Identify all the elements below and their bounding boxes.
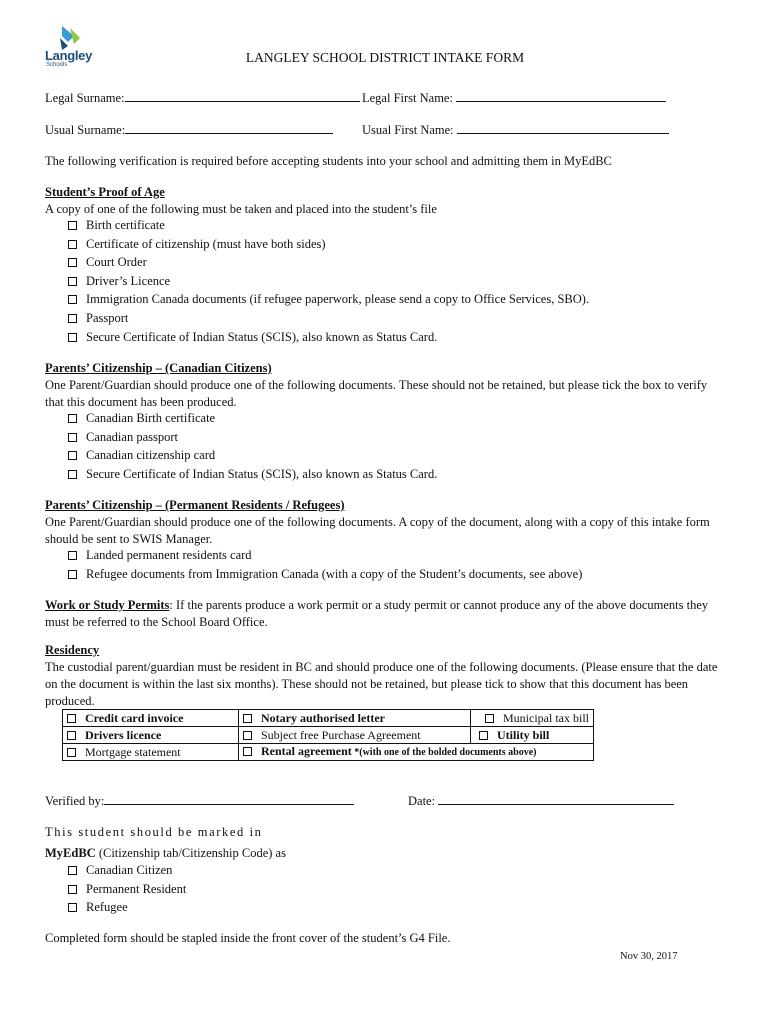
date-line[interactable] (438, 792, 674, 805)
date-label: Date: (408, 794, 436, 808)
table-cell[interactable]: Mortgage statement (63, 744, 239, 761)
legal-surname-line[interactable] (125, 89, 360, 102)
list-item[interactable]: Refugee documents from Immigration Canada (with a copy of the Student’s documents, see above) (68, 565, 582, 584)
checkbox[interactable] (68, 433, 77, 442)
list-item[interactable]: Landed permanent residents card (68, 546, 582, 565)
permanent-residents-section (45, 497, 715, 548)
checkbox[interactable] (68, 240, 77, 249)
checkbox[interactable] (243, 731, 252, 740)
table-cell[interactable]: Municipal tax bill (471, 710, 594, 727)
footer-note: Completed form should be stapled inside the front cover of the student’s G4 File. (45, 931, 451, 945)
usual-first-name-label: Usual First Name: (362, 123, 454, 137)
legal-first-name-label: Legal First Name: (362, 91, 453, 105)
list-item[interactable]: Canadian Birth certificate (68, 409, 437, 428)
canadian-citizens-list (68, 409, 437, 483)
list-item[interactable]: Court Order (68, 253, 589, 272)
verified-by-field[interactable] (45, 792, 354, 809)
checkbox[interactable] (68, 551, 77, 560)
list-item[interactable]: Passport (68, 309, 589, 328)
checkbox[interactable] (68, 885, 77, 894)
form-title: LANGLEY SCHOOL DISTRICT INTAKE FORM (245, 50, 525, 65)
permanent-residents-heading: Parents’ Citizenship – (Permanent Residents / Refugees) (45, 498, 345, 512)
table-cell[interactable]: Drivers licence (63, 727, 239, 744)
proof-of-age-list (68, 216, 589, 346)
legal-first-name-field[interactable] (362, 89, 666, 106)
intro-text: The following verification is required before accepting students into your school and admitting them in MyEdBC (45, 154, 612, 168)
list-item[interactable]: Driver’s Licence (68, 272, 589, 291)
checkbox[interactable] (479, 731, 488, 740)
marking-intro: This student should be marked in (45, 825, 263, 839)
checkbox[interactable] (243, 747, 252, 756)
canadian-citizens-section (45, 360, 715, 411)
list-item[interactable]: Certificate of citizenship (must have both sides) (68, 235, 589, 254)
permanent-residents-text: One Parent/Guardian should produce one of the following documents. A copy of the document, along with a copy of this intake form should be sent to SWIS Manager. (45, 515, 710, 546)
verified-by-label: Verified by: (45, 794, 105, 808)
table-cell[interactable]: Rental agreement *(with one of the bolded documents above) (239, 744, 594, 761)
permanent-residents-list (68, 546, 582, 583)
checkbox[interactable] (68, 866, 77, 875)
revision-date: Nov 30, 2017 (620, 951, 678, 962)
canadian-citizens-text: One Parent/Guardian should produce one of the following documents. These should not be retained, but please tick the box to verify that this document has been produced. (45, 378, 708, 409)
list-item[interactable]: Canadian citizenship card (68, 446, 437, 465)
usual-surname-field[interactable] (45, 121, 333, 138)
checkbox[interactable] (68, 277, 77, 286)
list-item[interactable]: Refugee (68, 898, 186, 917)
proof-of-age-heading: Student’s Proof of Age (45, 185, 165, 199)
checkbox[interactable] (68, 314, 77, 323)
logo-text: Langley (45, 48, 93, 63)
usual-surname-label: Usual Surname: (45, 123, 126, 137)
usual-first-name-field[interactable] (362, 121, 669, 138)
canadian-citizens-heading: Parents’ Citizenship – (Canadian Citizens) (45, 361, 272, 375)
checkbox[interactable] (485, 714, 494, 723)
list-item[interactable]: Birth certificate (68, 216, 589, 235)
residency-documents-table (62, 709, 594, 761)
work-permits-heading: Work or Study Permits (45, 598, 170, 612)
logo-subtext: Schools (46, 62, 68, 68)
residency-text: The custodial parent/guardian must be resident in BC and should produce one of the following documents. (Please ensure that the date on the document is within the last six months). These should not be retained, but please tick to show that this document has been produced. (45, 660, 718, 708)
checkbox[interactable] (68, 451, 77, 460)
checkbox[interactable] (67, 731, 76, 740)
table-cell[interactable]: Credit card invoice (63, 710, 239, 727)
checkbox[interactable] (68, 258, 77, 267)
checkbox[interactable] (243, 714, 252, 723)
checkbox[interactable] (68, 414, 77, 423)
proof-of-age-text: A copy of one of the following must be taken and placed into the student’s file (45, 202, 437, 216)
proof-of-age-section (45, 184, 715, 218)
list-item[interactable]: Canadian passport (68, 428, 437, 447)
work-permits-text: : If the parents produce a work permit or a study permit or cannot produce any of the above documents they must be referred to the School Board Office. (45, 598, 709, 629)
legal-first-name-line[interactable] (456, 89, 666, 102)
table-row (63, 744, 594, 761)
checkbox[interactable] (68, 470, 77, 479)
verified-by-line[interactable] (104, 792, 354, 805)
table-cell[interactable]: Utility bill (471, 727, 594, 744)
checkbox[interactable] (68, 333, 77, 342)
usual-surname-line[interactable] (125, 121, 333, 134)
list-item[interactable]: Immigration Canada documents (if refugee paperwork, please send a copy to Office Services, SBO). (68, 290, 589, 309)
checkbox[interactable] (68, 221, 77, 230)
marking-myedbc-line: MyEdBC (Citizenship tab/Citizenship Code) as (45, 846, 286, 860)
list-item[interactable]: Secure Certificate of Indian Status (SCIS), also known as Status Card. (68, 465, 437, 484)
table-row (63, 727, 594, 744)
legal-surname-label: Legal Surname: (45, 91, 125, 105)
list-item[interactable]: Secure Certificate of Indian Status (SCIS), also known as Status Card. (68, 328, 589, 347)
checkbox[interactable] (67, 748, 76, 757)
residency-section (45, 642, 725, 710)
date-field[interactable] (408, 792, 674, 809)
checkbox[interactable] (68, 295, 77, 304)
checkbox[interactable] (67, 714, 76, 723)
work-permits-section (45, 597, 715, 631)
legal-surname-field[interactable] (45, 89, 360, 106)
usual-first-name-line[interactable] (457, 121, 669, 134)
table-row (63, 710, 594, 727)
checkbox[interactable] (68, 903, 77, 912)
residency-heading: Residency (45, 643, 100, 657)
table-cell[interactable]: Notary authorised letter (239, 710, 471, 727)
list-item[interactable]: Permanent Resident (68, 880, 186, 899)
table-cell[interactable]: Subject free Purchase Agreement (239, 727, 471, 744)
list-item[interactable]: Canadian Citizen (68, 861, 186, 880)
citizenship-code-list (68, 861, 186, 917)
checkbox[interactable] (68, 570, 77, 579)
